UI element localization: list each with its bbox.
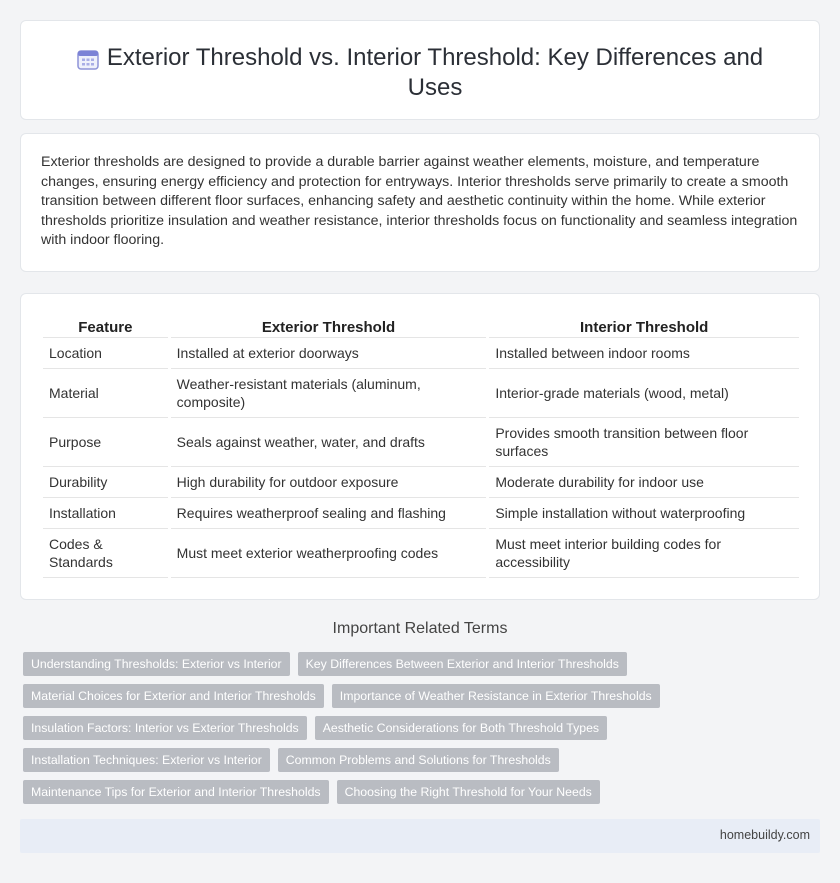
related-term-tag[interactable]: Maintenance Tips for Exterior and Interior Thresholds [23,780,329,804]
table-cell-exterior: Requires weatherproof sealing and flashing [171,498,487,529]
intro-paragraph: Exterior thresholds are designed to provide a durable barrier against weather elements, moisture, and temperature changes, ensuring energy efficiency and protection for entryways. Interior thresholds serve primarily to create a smooth transition between different floor surfaces, enhancing safety and aesthetic continuity within the home. While exterior thresholds prioritize insulation and weather resistance, interior thresholds focus on functionality and seamless integration with indoor flooring. [41,154,798,249]
related-terms-list [23,652,823,812]
table-cell-exterior: High durability for outdoor exposure [171,467,487,498]
related-term-tag[interactable]: Key Differences Between Exterior and Interior Thresholds [298,652,627,676]
related-term-tag[interactable]: Understanding Thresholds: Exterior vs Interior [23,652,290,676]
related-term-tag[interactable]: Common Problems and Solutions for Thresholds [278,748,559,772]
table-cell-feature: Location [43,338,168,369]
table-cell-interior: Simple installation without waterproofing [489,498,799,529]
header-feature: Feature [43,314,168,338]
table-cell-feature: Installation [43,498,168,529]
table-header-row [43,314,799,338]
related-term-tag[interactable]: Aesthetic Considerations for Both Threshold Types [315,716,607,740]
table-row [43,467,799,498]
table-row [43,338,799,369]
table-cell-exterior: Must meet exterior weatherproofing codes [171,529,487,578]
table-cell-interior: Installed between indoor rooms [489,338,799,369]
table-cell-exterior: Seals against weather, water, and drafts [171,418,487,467]
table-cell-feature: Material [43,369,168,418]
related-term-tag[interactable]: Choosing the Right Threshold for Your Needs [337,780,600,804]
table-row [43,498,799,529]
comparison-table-card [20,293,820,600]
table-cell-feature: Codes & Standards [43,529,168,578]
table-cell-exterior: Installed at exterior doorways [171,338,487,369]
table-cell-interior: Must meet interior building codes for accessibility [489,529,799,578]
table-cell-feature: Purpose [43,418,168,467]
intro-card [20,133,820,272]
footer [20,819,820,853]
header-exterior: Exterior Threshold [171,314,487,338]
footer-site-link[interactable]: homebuildy.com [719,828,810,842]
related-terms-title: Important Related Terms [332,620,508,637]
page-title: Exterior Threshold vs. Interior Threshold: Key Differences and Uses [106,44,764,101]
header-interior: Interior Threshold [489,314,799,338]
related-term-tag[interactable]: Insulation Factors: Interior vs Exterior Thresholds [23,716,307,740]
comparison-table [43,314,799,578]
table-cell-interior: Moderate durability for indoor use [489,467,799,498]
table-cell-feature: Durability [43,467,168,498]
table-cell-exterior: Weather-resistant materials (aluminum, composite) [171,369,487,418]
related-term-tag[interactable]: Installation Techniques: Exterior vs Interior [23,748,270,772]
related-term-tag[interactable]: Material Choices for Exterior and Interior Thresholds [23,684,324,708]
table-cell-interior: Provides smooth transition between floor surfaces [489,418,799,467]
table-row [43,369,799,418]
table-row [43,418,799,467]
table-cell-interior: Interior-grade materials (wood, metal) [489,369,799,418]
header-card [20,20,820,120]
table-row [43,529,799,578]
related-term-tag[interactable]: Importance of Weather Resistance in Exterior Thresholds [332,684,660,708]
